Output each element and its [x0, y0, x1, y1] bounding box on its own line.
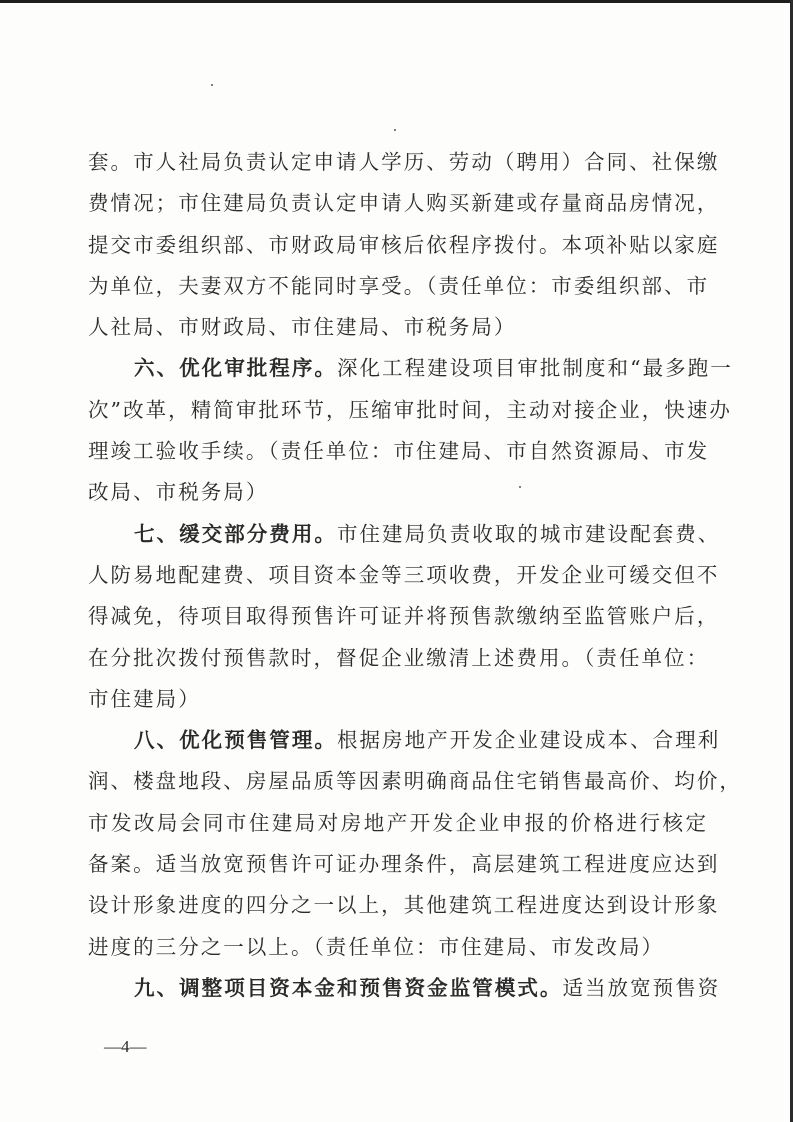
- paragraph-line: 在分批次拨付预售款时，督促企业缴清上述费用。（责任单位：: [88, 645, 710, 670]
- paragraph-line: 润、楼盘地段、房屋品质等因素明确商品住宅销售最高价、均价，: [88, 769, 742, 794]
- paragraph-line: 人防易地配建费、项目资本金等三项收费，开发企业可缓交但不: [88, 562, 720, 587]
- page-number: —4—: [104, 1037, 147, 1056]
- section-9-text: 适当放宽预售资: [562, 975, 721, 1000]
- paragraph-line: 为单位，夫妻双方不能同时享受。（责任单位：市委组织部、市: [88, 273, 710, 298]
- paragraph-line: 市住建局）: [88, 686, 201, 711]
- paragraph-line: 费情况；市住建局负责认定申请人购买新建或存量商品房情况，: [88, 191, 720, 216]
- body-text: [88, 142, 742, 1009]
- paragraph-line: 人社局、市财政局、市住建局、市税务局）: [88, 315, 517, 340]
- paragraph-line: 理竣工验收手续。（责任单位：市住建局、市自然资源局、市发: [88, 439, 710, 464]
- paragraph-line: 提交市委组织部、市财政局审核后依程序拨付。本项补贴以家庭: [88, 232, 720, 257]
- paragraph-line: 次”改革，精简审批环节，压缩审批时间，主动对接企业，快速办: [88, 397, 732, 422]
- section-8-heading: 八、优化预售管理。: [134, 728, 337, 753]
- section-9-heading: 九、调整项目资本金和预售资金监管模式。: [134, 975, 563, 1000]
- section-9-first-line: [88, 968, 721, 1009]
- paragraph-line: 设计形象进度的四分之一以上，其他建筑工程进度达到设计形象: [88, 893, 720, 918]
- section-7-heading: 七、缓交部分费用。: [134, 521, 337, 546]
- paragraph-line: 改局、市税务局）: [88, 480, 269, 505]
- section-6-first-line: [88, 348, 733, 389]
- section-6-heading: 六、优化审批程序。: [134, 356, 337, 381]
- paragraph-line: 套。市人社局负责认定申请人学历、劳动（聘用）合同、社保缴: [88, 150, 720, 174]
- paragraph-line: 备案。适当放宽预售许可证办理条件，高层建筑工程进度应达到: [88, 852, 720, 877]
- paragraph-line: 得减免，待项目取得预售许可证并将预售款缴纳至监管账户后，: [88, 604, 720, 629]
- scan-speck: [394, 129, 396, 131]
- scan-edge-top: [0, 0, 793, 3]
- section-7-first-line: [88, 514, 721, 555]
- paragraph-line: 市发改局会同市住建局对房地产开发企业申报的价格进行核定: [88, 810, 708, 835]
- section-8-text: 根据房地产开发企业建设成本、合理利: [336, 728, 721, 753]
- paragraph-line: 进度的三分之一以上。（责任单位：市住建局、市发改局）: [88, 934, 665, 959]
- section-7-text: 市住建局负责收取的城市建设配套费、: [336, 521, 721, 546]
- scan-speck: [211, 84, 213, 86]
- section-8-first-line: [88, 720, 721, 761]
- section-6-text: 深化工程建设项目审批制度和“最多跑一: [336, 356, 733, 381]
